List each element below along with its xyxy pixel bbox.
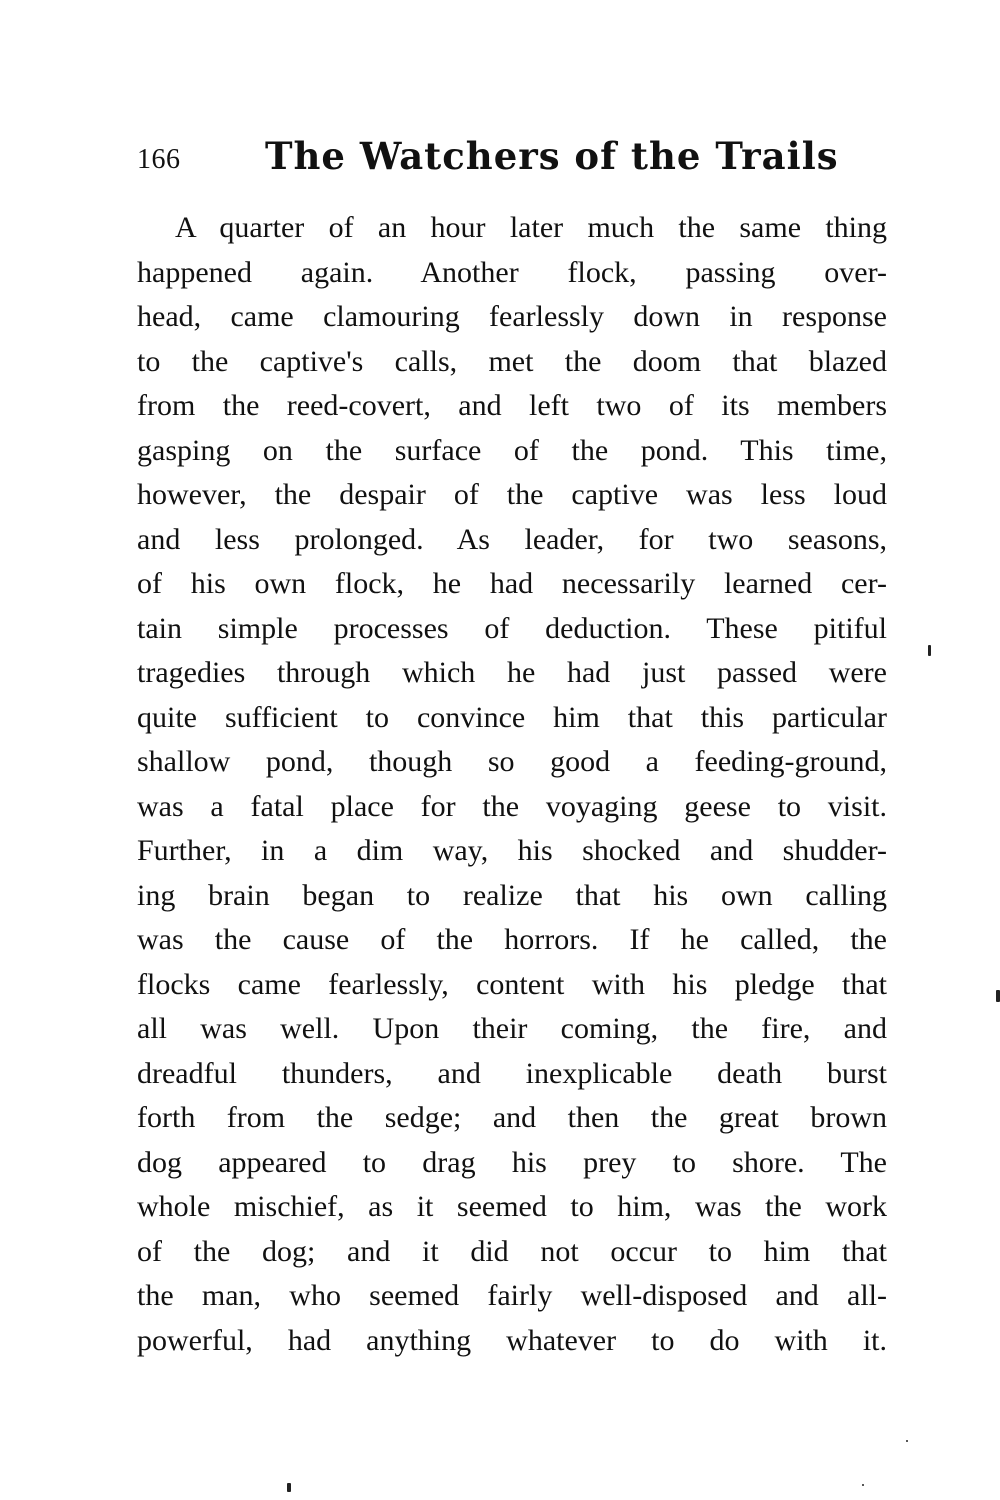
- text-line: ing brain began to realize that his own calling: [137, 878, 887, 912]
- text-line: dog appeared to drag his prey to shore. The: [137, 1145, 887, 1179]
- text-line: tain simple processes of deduction. These pitiful: [137, 611, 887, 645]
- text-line: Further, in a dim way, his shocked and shudder-: [137, 834, 887, 867]
- text-line: gasping on the surface of the pond. This time,: [137, 433, 887, 467]
- text-line: from the reed-covert, and left two of its members: [137, 389, 887, 422]
- text-line: to the captive's calls, met the doom that blazed: [137, 344, 887, 378]
- text-line: shallow pond, though so good a feeding-ground,: [137, 745, 887, 778]
- text-line: happened again. Another flock, passing over-: [137, 255, 887, 289]
- text-line: all was well. Upon their coming, the fire, and: [137, 1012, 887, 1045]
- text-line: the man, who seemed fairly well-disposed and all-: [137, 1279, 887, 1312]
- scan-speck: [906, 1440, 908, 1442]
- text-line: dreadful thunders, and inexplicable death burst: [137, 1056, 887, 1090]
- running-head: [137, 134, 887, 184]
- page-number: 166: [137, 144, 181, 175]
- text-line: was a fatal place for the voyaging geese to visit.: [137, 789, 887, 823]
- running-title: The Watchers of the Trails: [265, 134, 839, 178]
- text-line: powerful, had anything whatever to do with it.: [137, 1323, 887, 1357]
- text-line: tragedies through which he had just passed were: [137, 656, 887, 689]
- scan-speck: [287, 1483, 291, 1492]
- scan-speck: [996, 990, 1000, 1002]
- body-paragraph: [137, 206, 887, 1363]
- text-line: of his own flock, he had necessarily learned cer-: [137, 567, 887, 600]
- scan-speck: [862, 1484, 864, 1486]
- text-line: and less prolonged. As leader, for two seasons,: [137, 522, 887, 556]
- text-line: whole mischief, as it seemed to him, was the work: [137, 1190, 887, 1223]
- text-line: however, the despair of the captive was less loud: [137, 478, 887, 511]
- text-line: flocks came fearlessly, content with his pledge that: [137, 967, 887, 1001]
- scan-speck: [928, 645, 931, 656]
- text-line: forth from the sedge; and then the great brown: [137, 1101, 887, 1134]
- text-line: of the dog; and it did not occur to him that: [137, 1234, 887, 1268]
- text-line: head, came clamouring fearlessly down in response: [137, 300, 887, 333]
- text-line: was the cause of the horrors. If he called, the: [137, 923, 887, 956]
- text-line: quite sufficient to convince him that this particular: [137, 700, 887, 734]
- text-line: A quarter of an hour later much the same thing: [175, 211, 887, 244]
